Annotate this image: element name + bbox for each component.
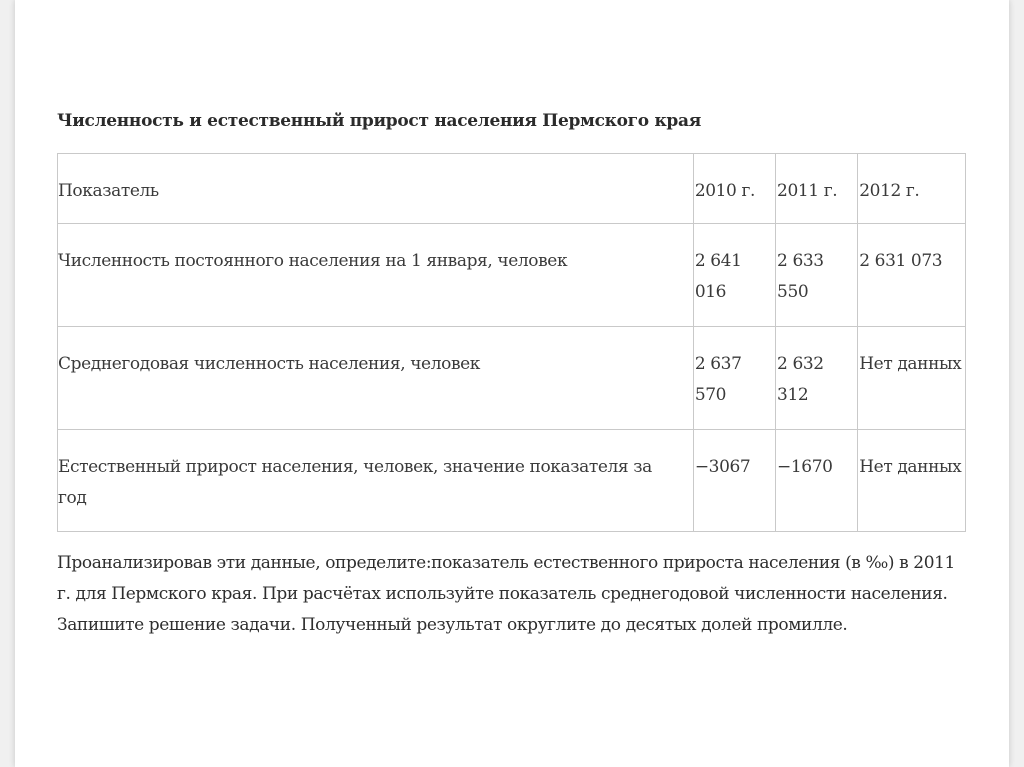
table-row: [58, 224, 966, 327]
cell-2010: 2 637 570: [693, 327, 775, 430]
row-label: Среднегодовая численность населения, человек: [58, 327, 694, 430]
header-2012: 2012 г.: [858, 154, 966, 224]
header-2010: 2010 г.: [693, 154, 775, 224]
table-header-row: [58, 154, 966, 224]
row-label: Естественный прирост населения, человек, значение показателя за год: [58, 430, 694, 532]
cell-2011: 2 632 312: [776, 327, 858, 430]
table-title: Численность и естественный прирост населения Пермского края: [57, 111, 701, 131]
cell-2011: 2 633 550: [776, 224, 858, 327]
header-2011: 2011 г.: [776, 154, 858, 224]
cell-2010: 2 641 016: [693, 224, 775, 327]
cell-2012: Нет данных: [858, 327, 966, 430]
header-indicator: Показатель: [58, 154, 694, 224]
cell-2012: 2 631 073: [858, 224, 966, 327]
table-row: [58, 430, 966, 532]
row-label: Численность постоянного населения на 1 января, человек: [58, 224, 694, 327]
task-question: Проанализировав эти данные, определите:показатель естественного прироста населения (в ‰) в 2011 г. для Пермского края. При расчётах используйте показатель среднегодовой численности населения. Запишите решение задачи. Полученный результат округлите до десятых долей промилле.: [57, 553, 955, 635]
population-table: [57, 153, 966, 532]
table-row: [58, 327, 966, 430]
cell-2010: −3067: [693, 430, 775, 532]
cell-2011: −1670: [776, 430, 858, 532]
cell-2012: Нет данных: [858, 430, 966, 532]
